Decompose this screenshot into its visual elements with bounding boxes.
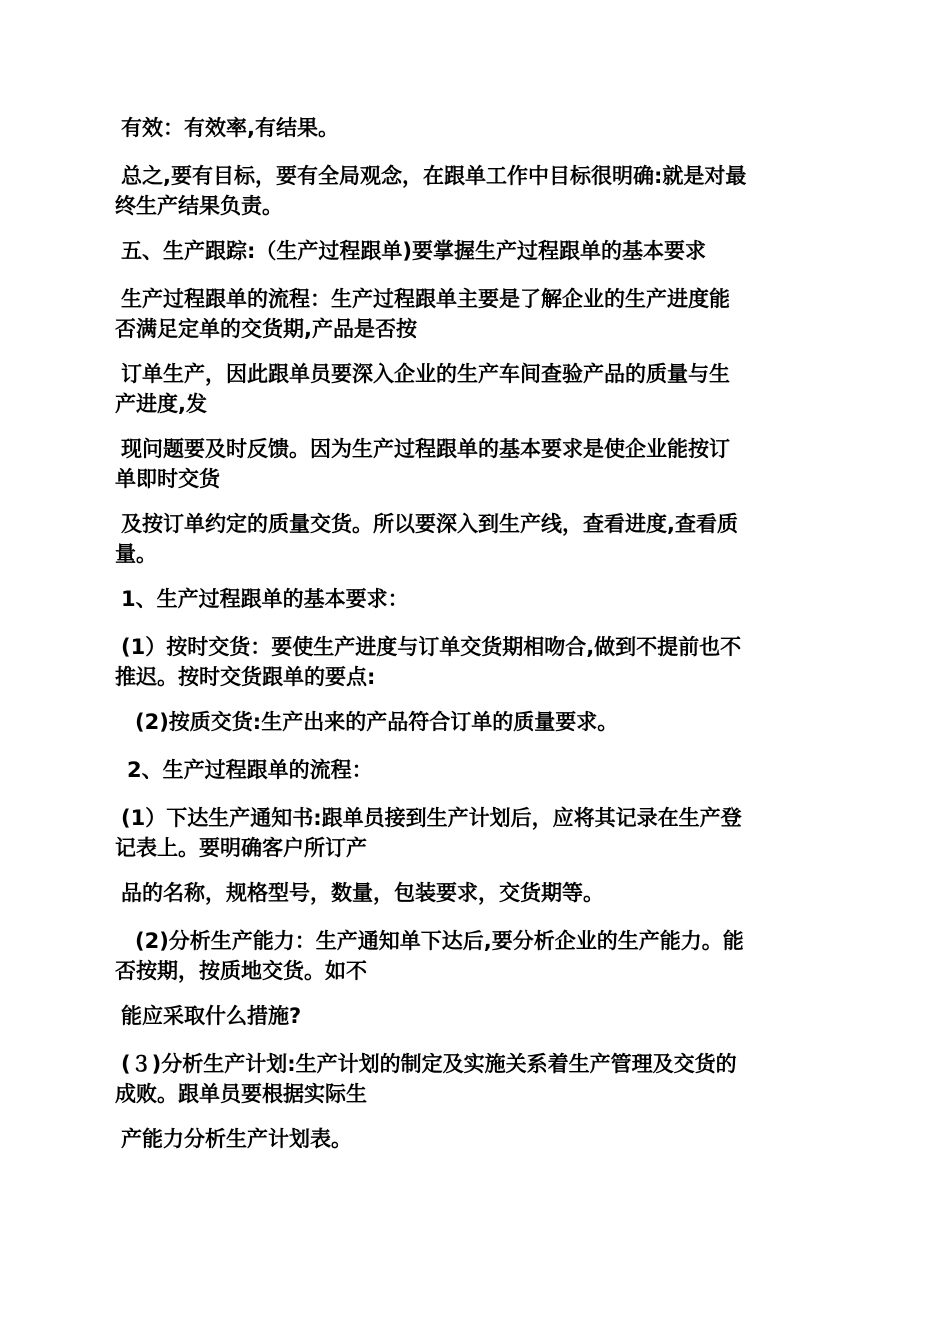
paragraph-line: (1）下达生产通知书:跟单员接到生产计划后，应将其记录在生产登 [121, 806, 742, 830]
paragraph-9 [115, 632, 837, 692]
paragraph-16 [115, 1049, 837, 1109]
paragraph-line: 成败。跟单员要根据实际生 [115, 1082, 367, 1106]
paragraph-14 [115, 926, 837, 986]
paragraph-line: 终生产结果负责。 [115, 194, 283, 218]
paragraph-line: 产能力分析生产计划表。 [121, 1127, 352, 1151]
document-body [115, 113, 837, 1172]
paragraph-line: 推迟。按时交货跟单的要点: [115, 665, 376, 689]
paragraph-line: 总之,要有目标，要有全局观念，在跟单工作中目标很明确:就是对最 [121, 164, 747, 188]
paragraph-line: 否按期，按质地交货。如不 [115, 959, 367, 983]
subheading-2 [115, 755, 837, 785]
paragraph-line: 能应采取什么措施? [121, 1004, 302, 1028]
paragraph-2 [115, 161, 837, 221]
paragraph-17 [115, 1124, 837, 1154]
paragraph-13 [115, 878, 837, 908]
paragraph-line: 订单生产，因此跟单员要深入企业的生产车间查验产品的质量与生 [121, 362, 730, 386]
paragraph-line: (1）按时交货：要使生产进度与订单交货期相吻合,做到不提前也不 [121, 635, 742, 659]
paragraph-line: 现问题要及时反馈。因为生产过程跟单的基本要求是使企业能按订 [121, 437, 730, 461]
paragraph-line: (2)按质交货:生产出来的产品符合订单的质量要求。 [135, 710, 619, 734]
paragraph-line: 量。 [115, 542, 157, 566]
paragraph-line: 品的名称，规格型号，数量，包装要求，交货期等。 [121, 881, 604, 905]
paragraph-5 [115, 359, 837, 419]
paragraph-line: 单即时交货 [115, 467, 220, 491]
paragraph-line: 记表上。要明确客户所订产 [115, 836, 367, 860]
paragraph-line: 及按订单约定的质量交货。所以要深入到生产线，查看进度,查看质 [121, 512, 738, 536]
subheading-1 [115, 584, 837, 614]
paragraph-15 [115, 1001, 837, 1031]
paragraph-10 [115, 707, 837, 737]
paragraph-line: 有效：有效率,有结果。 [121, 116, 339, 140]
paragraph-4 [115, 284, 837, 344]
paragraph-line: 五、生产跟踪:（生产过程跟单)要掌握生产过程跟单的基本要求 [121, 239, 706, 263]
paragraph-line: 生产过程跟单的流程：生产过程跟单主要是了解企业的生产进度能 [121, 287, 730, 311]
paragraph-7 [115, 509, 837, 569]
paragraph-line: (2)分析生产能力：生产通知单下达后,要分析企业的生产能力。能 [135, 929, 744, 953]
section-heading-5 [115, 236, 837, 266]
paragraph-line: 1、生产过程跟单的基本要求： [121, 587, 409, 611]
paragraph-line: 产进度,发 [115, 392, 207, 416]
paragraph-line: 否满足定单的交货期,产品是否按 [115, 317, 417, 341]
paragraph-1 [115, 113, 837, 143]
paragraph-line: 2、生产过程跟单的流程： [127, 758, 373, 782]
paragraph-6 [115, 434, 837, 494]
paragraph-12 [115, 803, 837, 863]
paragraph-line: (３)分析生产计划:生产计划的制定及实施关系着生产管理及交货的 [121, 1052, 737, 1076]
